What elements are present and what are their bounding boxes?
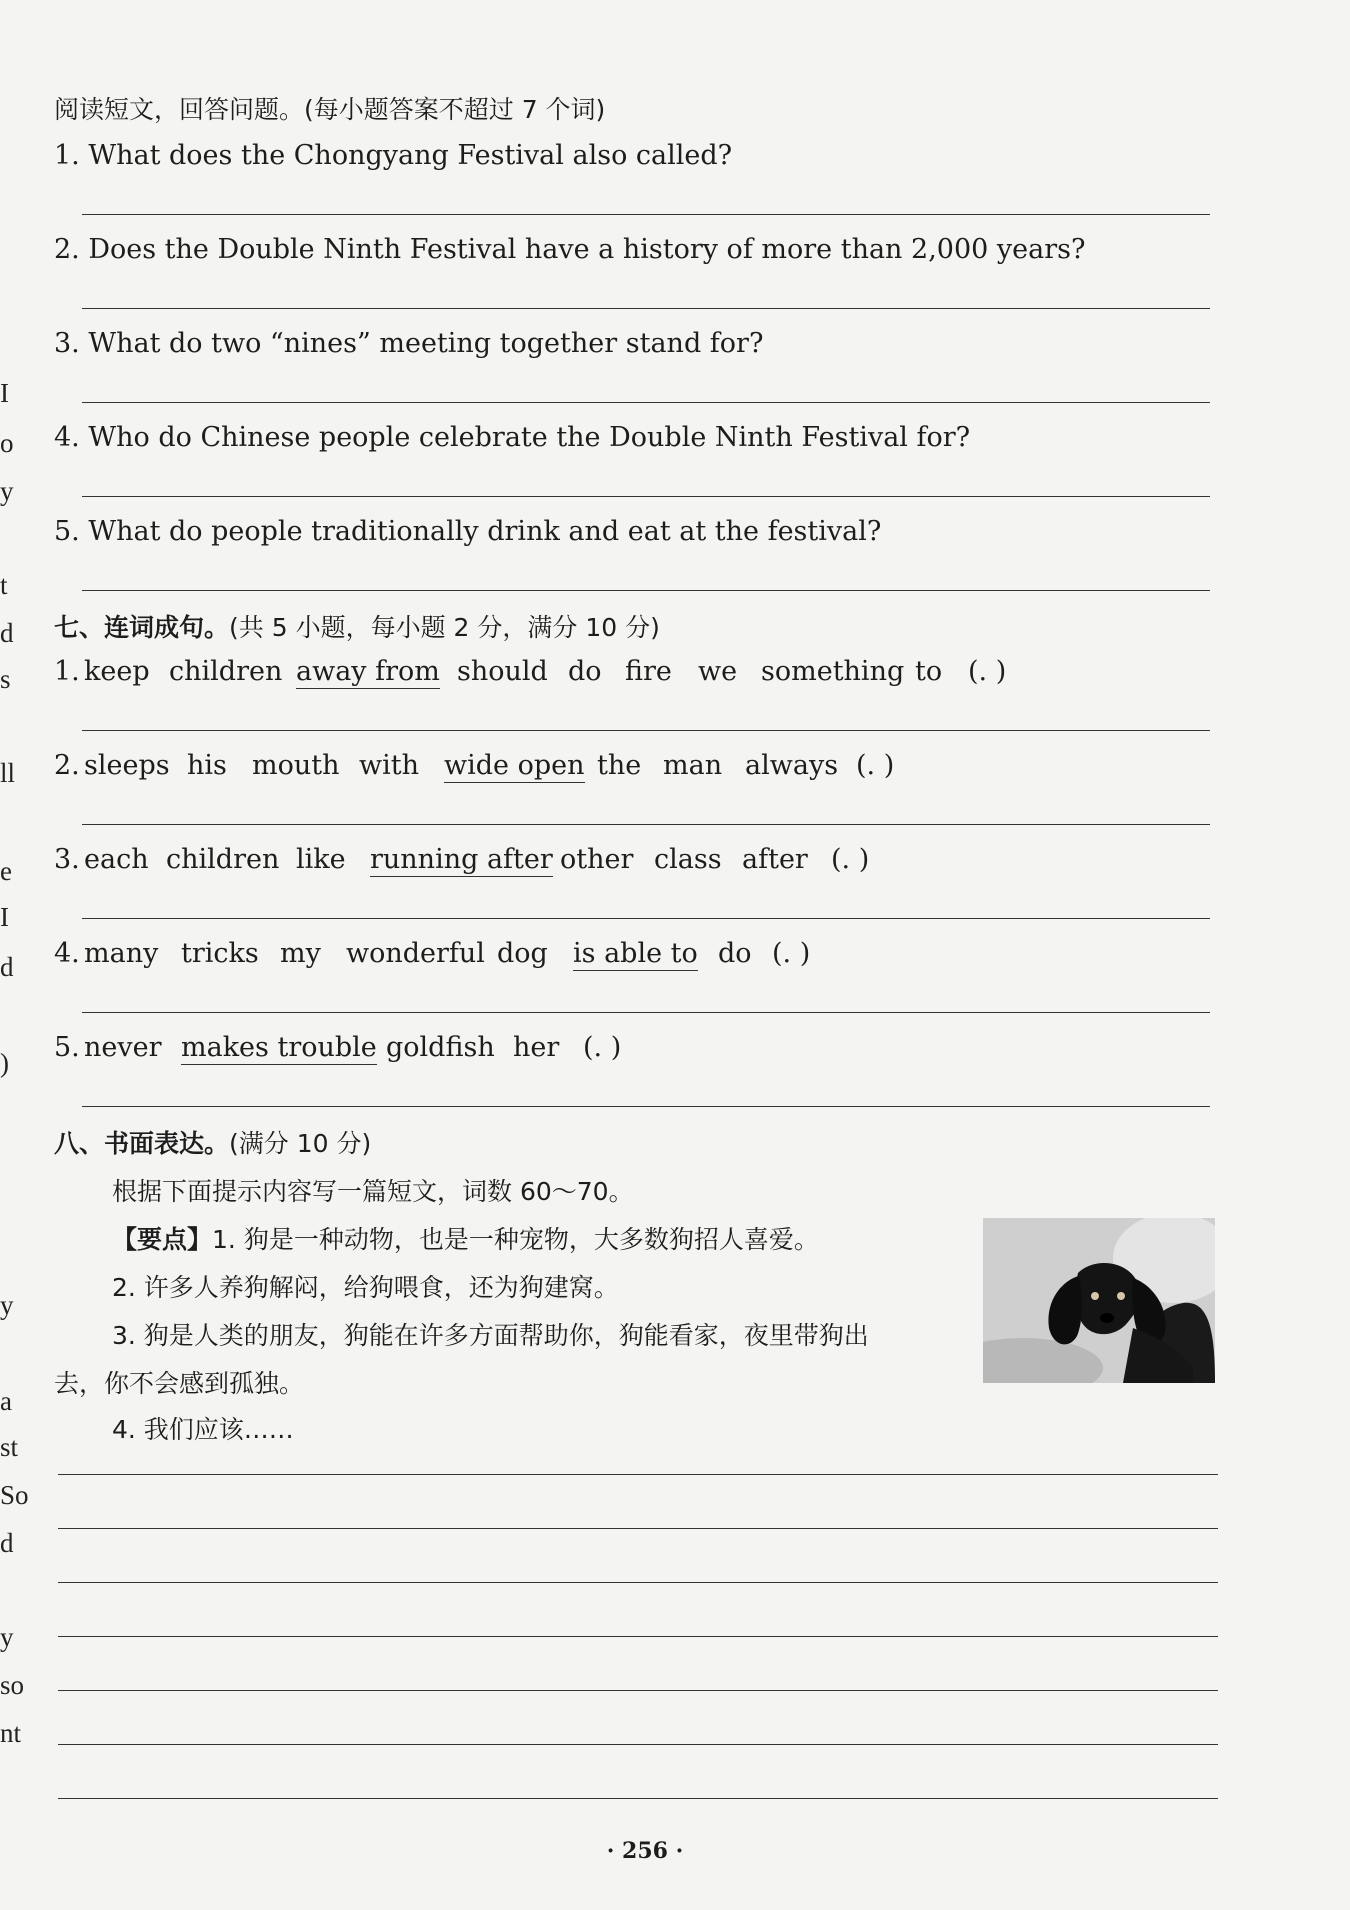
answer-line[interactable]	[82, 1012, 1210, 1013]
dog-illustration	[983, 1218, 1215, 1383]
word-chip-underlined: wide open	[444, 750, 585, 781]
writing-point-1	[112, 1220, 819, 1256]
word-chip: children	[169, 656, 283, 687]
word-chip-underlined: is able to	[573, 938, 698, 969]
word-chip: class	[654, 844, 722, 875]
word-chip: children	[166, 844, 280, 875]
word-chip: many	[84, 938, 159, 969]
edge-fragment: I	[0, 378, 9, 408]
item-number: 2.	[54, 750, 80, 781]
writing-point-4: 4. 我们应该……	[112, 1415, 294, 1444]
word-chip: (. )	[831, 844, 870, 875]
answer-line[interactable]	[82, 730, 1210, 731]
section-7-note: (共 5 小题，每小题 2 分，满分 10 分)	[229, 613, 660, 642]
writing-line[interactable]	[58, 1690, 1218, 1691]
section-8-heading: 八、书面表达。	[54, 1129, 230, 1158]
word-chip: (. )	[856, 750, 895, 781]
word-chip: fire	[625, 656, 672, 687]
point-text: 1. 狗是一种动物，也是一种宠物，大多数狗招人喜爱。	[212, 1225, 819, 1254]
edge-fragment: y	[0, 476, 14, 506]
word-chip: my	[280, 938, 321, 969]
word-chip: sleeps	[84, 750, 170, 781]
edge-fragment: d	[0, 618, 14, 648]
edge-fragment: )	[0, 1048, 9, 1078]
writing-point-3-cont: 去，你不会感到孤独。	[54, 1369, 305, 1398]
word-chip: goldfish	[386, 1032, 495, 1063]
answer-line[interactable]	[82, 590, 1210, 591]
word-chip: (. )	[968, 656, 1007, 687]
word-chip: her	[513, 1032, 560, 1063]
word-chip: wonderful	[346, 938, 485, 969]
reading-question-3: 3. What do two “nines” meeting together stand for?	[54, 328, 764, 359]
section-7-header	[54, 608, 660, 644]
section-8-header	[54, 1124, 371, 1160]
reading-question-5: 5. What do people traditionally drink and eat at the festival?	[54, 516, 882, 547]
edge-fragment: st	[0, 1432, 19, 1462]
item-number: 4.	[54, 938, 80, 969]
page-number: · 256 ·	[606, 1838, 684, 1864]
edge-fragment: s	[0, 664, 11, 694]
writing-line[interactable]	[58, 1744, 1218, 1745]
word-chip: we	[698, 656, 738, 687]
word-chip-underlined: running after	[370, 844, 553, 875]
answer-line[interactable]	[82, 214, 1210, 215]
word-chip: other	[560, 844, 634, 875]
edge-fragment: o	[0, 428, 14, 458]
edge-fragment: I	[0, 902, 9, 932]
word-chip: never	[84, 1032, 162, 1063]
word-chip: to	[915, 656, 943, 687]
reading-instruction: 阅读短文，回答问题。(每小题答案不超过 7 个词)	[54, 95, 606, 124]
writing-line[interactable]	[58, 1582, 1218, 1583]
word-chip: something	[761, 656, 905, 687]
word-chip: should	[457, 656, 548, 687]
word-chip: (. )	[772, 938, 811, 969]
edge-fragment: d	[0, 952, 14, 982]
writing-point-3: 3. 狗是人类的朋友，狗能在许多方面帮助你，狗能看家，夜里带狗出	[112, 1321, 869, 1350]
point-label: 【要点】	[112, 1225, 213, 1254]
edge-fragment: so	[0, 1670, 25, 1700]
word-chip: with	[359, 750, 419, 781]
edge-fragment: a	[0, 1386, 12, 1416]
edge-fragment: So	[0, 1480, 29, 1510]
writing-intro: 根据下面提示内容写一篇短文，词数 60～70。	[112, 1177, 634, 1206]
answer-line[interactable]	[82, 402, 1210, 403]
writing-line[interactable]	[58, 1636, 1218, 1637]
edge-fragment: y	[0, 1622, 14, 1652]
word-chip: (. )	[583, 1032, 622, 1063]
edge-fragment: ll	[0, 758, 16, 788]
edge-fragment: d	[0, 1528, 14, 1558]
answer-line[interactable]	[82, 918, 1210, 919]
answer-line[interactable]	[82, 496, 1210, 497]
word-chip: dog	[497, 938, 548, 969]
section-7-heading: 七、连词成句。	[54, 613, 230, 642]
item-number: 5.	[54, 1032, 80, 1063]
section-8-note: (满分 10 分)	[229, 1129, 372, 1158]
word-chip: do	[568, 656, 602, 687]
answer-line[interactable]	[82, 824, 1210, 825]
word-chip-underlined: away from	[296, 656, 440, 687]
edge-fragment: y	[0, 1290, 14, 1320]
reading-question-4: 4. Who do Chinese people celebrate the Double Ninth Festival for?	[54, 422, 971, 453]
writing-line[interactable]	[58, 1798, 1218, 1799]
word-chip-underlined: makes trouble	[181, 1032, 377, 1063]
item-number: 3.	[54, 844, 80, 875]
writing-line[interactable]	[58, 1528, 1218, 1529]
answer-line[interactable]	[82, 1106, 1210, 1107]
reading-question-1: 1. What does the Chongyang Festival also called?	[54, 140, 733, 171]
writing-line[interactable]	[58, 1474, 1218, 1475]
reading-question-2: 2. Does the Double Ninth Festival have a history of more than 2,000 years?	[54, 234, 1086, 265]
word-chip: man	[663, 750, 723, 781]
word-chip: each	[84, 844, 149, 875]
word-chip: keep	[84, 656, 150, 687]
edge-fragment: e	[0, 856, 12, 886]
dog-photo	[983, 1218, 1215, 1383]
word-chip: after	[742, 844, 808, 875]
word-chip: tricks	[181, 938, 259, 969]
word-chip: the	[597, 750, 642, 781]
word-chip: always	[745, 750, 839, 781]
word-chip: do	[718, 938, 752, 969]
answer-line[interactable]	[82, 308, 1210, 309]
word-chip: his	[187, 750, 227, 781]
edge-fragment: t	[0, 570, 8, 600]
word-chip: mouth	[252, 750, 340, 781]
edge-fragment: nt	[0, 1718, 22, 1748]
item-number: 1.	[54, 656, 80, 687]
writing-point-2: 2. 许多人养狗解闷，给狗喂食，还为狗建窝。	[112, 1273, 619, 1302]
word-chip: like	[296, 844, 346, 875]
